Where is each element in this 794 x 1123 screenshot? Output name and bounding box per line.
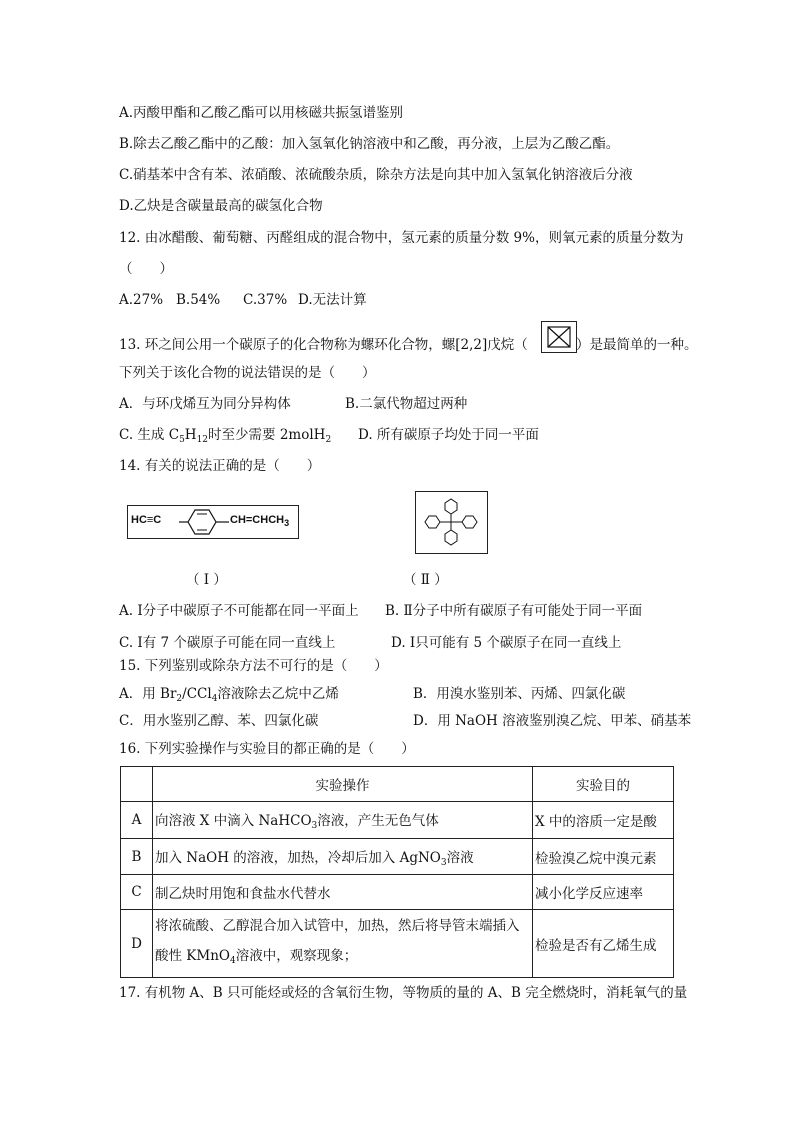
question-17-stem: 17. 有机物 A、B 只可能烃或烃的含氧衍生物，等物质的量的 A、B 完全燃烧时，消耗氧气的量 — [119, 985, 688, 1001]
question-13-line2: 下列关于该化合物的说法错误的是（ ） — [119, 365, 376, 381]
row-operation: 向溶液 X 中滴入 NaHCO$_3$溶液，产生无色气体 — [153, 802, 533, 839]
structure-1-box — [127, 505, 299, 539]
row-label: B — [121, 839, 153, 875]
question-12-option-c: C.37% — [243, 292, 288, 308]
question-13-stem-end: ）是最简单的一种。 — [576, 337, 698, 353]
structure-1-right-text: $CH=CHCH_3$ — [230, 514, 290, 528]
row-operation: 制乙炔时用饱和食盐水代替水 — [153, 875, 533, 910]
question-13-option-d: D. 所有碳原子均处于同一平面 — [358, 427, 539, 443]
question-12-stem: 12. 由冰醋酸、葡萄糖、丙醛组成的混合物中，氢元素的质量分数 9%，则氧元素的质量分数为 — [119, 230, 684, 246]
row-operation-line-1: 将浓硫酸、乙醇混合加入试管中，加热，然后将导管末端插入 — [155, 918, 520, 934]
table-header-label — [121, 767, 153, 802]
question-12-option-b: B.54% — [176, 292, 221, 308]
table-row — [121, 875, 674, 910]
row-operation: 加入 NaOH 的溶液，加热，冷却后加入 AgNO$_3$溶液 — [153, 839, 533, 875]
question-15-stem: 15. 下列鉴别或除杂方法不可行的是（ ） — [119, 658, 388, 674]
question-15-option-d: D．用 NaOH 溶液鉴别溴乙烷、甲苯、硝基苯 — [413, 713, 692, 729]
table-row — [121, 802, 674, 839]
row-label: D — [121, 910, 153, 978]
row-goal: 检验溴乙烷中溴元素 — [533, 839, 674, 875]
question-15-option-a: A．用 $Br_2/CCl_4$溶液除去乙烷中乙烯 — [119, 686, 339, 704]
structure-2-box — [415, 491, 488, 554]
experiment-table — [120, 766, 674, 978]
question-15-option-b: B．用溴水鉴别苯、丙烯、四氯化碳 — [413, 686, 626, 702]
table-header-row — [121, 767, 674, 802]
question-13-option-b: B.二氯代物超过两种 — [345, 396, 468, 412]
question-14-stem: 14. 有关的说法正确的是（ ） — [119, 458, 321, 474]
question-12-blank: （ ） — [119, 261, 173, 277]
question-16-stem: 16. 下列实验操作与实验目的都正确的是（ ） — [119, 741, 415, 757]
row-label: A — [121, 802, 153, 839]
row-label: C — [121, 875, 153, 910]
structure-1-left-text: HC≡C — [131, 514, 162, 526]
row-goal: 检验是否有乙烯生成 — [533, 910, 674, 978]
table-row — [121, 839, 674, 875]
question-13-option-a: A．与环戊烯互为同分异构体 — [119, 396, 291, 412]
option-prev-c: C.硝基苯中含有苯、浓硝酸、浓硫酸杂质，除杂方法是向其中加入氢氧化钠溶液后分液 — [119, 167, 633, 183]
row-operation-line-2: 酸性 KMnO$_4$溶液中，观察现象； — [155, 948, 358, 966]
question-14-option-d: D. Ⅰ只可能有 5 个碳原子在同一直线上 — [391, 635, 622, 651]
row-operation — [153, 910, 533, 978]
tetraphenylmethane-icon — [416, 492, 487, 553]
question-12-option-a: A.27% — [119, 292, 164, 308]
table-row — [121, 910, 674, 978]
question-14-option-c: C. Ⅰ有 7 个碳原子可能在同一直线上 — [119, 635, 336, 651]
row-goal: X 中的溶质一定是酸 — [533, 802, 674, 839]
structure-2-label: （ Ⅱ ） — [403, 572, 448, 588]
option-prev-b: B.除去乙酸乙酯中的乙酸：加入氢氧化钠溶液中和乙酸，再分液，上层为乙酸乙酯。 — [119, 136, 620, 152]
question-12-option-d: D.无法计算 — [298, 292, 367, 308]
question-14-option-b: B. Ⅱ分子中所有碳原子有可能处于同一平面 — [385, 603, 643, 619]
table-header-goal: 实验目的 — [533, 767, 674, 802]
option-prev-a: A.丙酸甲酯和乙酸乙酯可以用核磁共振氢谱鉴别 — [119, 105, 404, 121]
spiropentane-icon — [542, 322, 576, 352]
option-prev-d: D.乙炔是含碳量最高的碳氢化合物 — [119, 198, 323, 214]
structure-1-label: （ Ⅰ ） — [186, 572, 227, 588]
spiropentane-structure — [541, 321, 577, 353]
question-14-option-a: A. Ⅰ分子中碳原子不可能都在同一平面上 — [119, 603, 359, 619]
table-header-operation: 实验操作 — [153, 767, 533, 802]
question-13-option-c: C. 生成 $C_5H_{12}$时至少需要 2molH$_2$ — [119, 427, 332, 445]
question-13-stem-start: 13. 环之间公用一个碳原子的化合物称为螺环化合物，螺[2,2]戊烷（ — [119, 337, 528, 353]
row-goal: 减小化学反应速率 — [533, 875, 674, 910]
question-15-option-c: C．用水鉴别乙醇、苯、四氯化碳 — [119, 713, 319, 729]
benzene-ring-icon — [179, 506, 229, 538]
